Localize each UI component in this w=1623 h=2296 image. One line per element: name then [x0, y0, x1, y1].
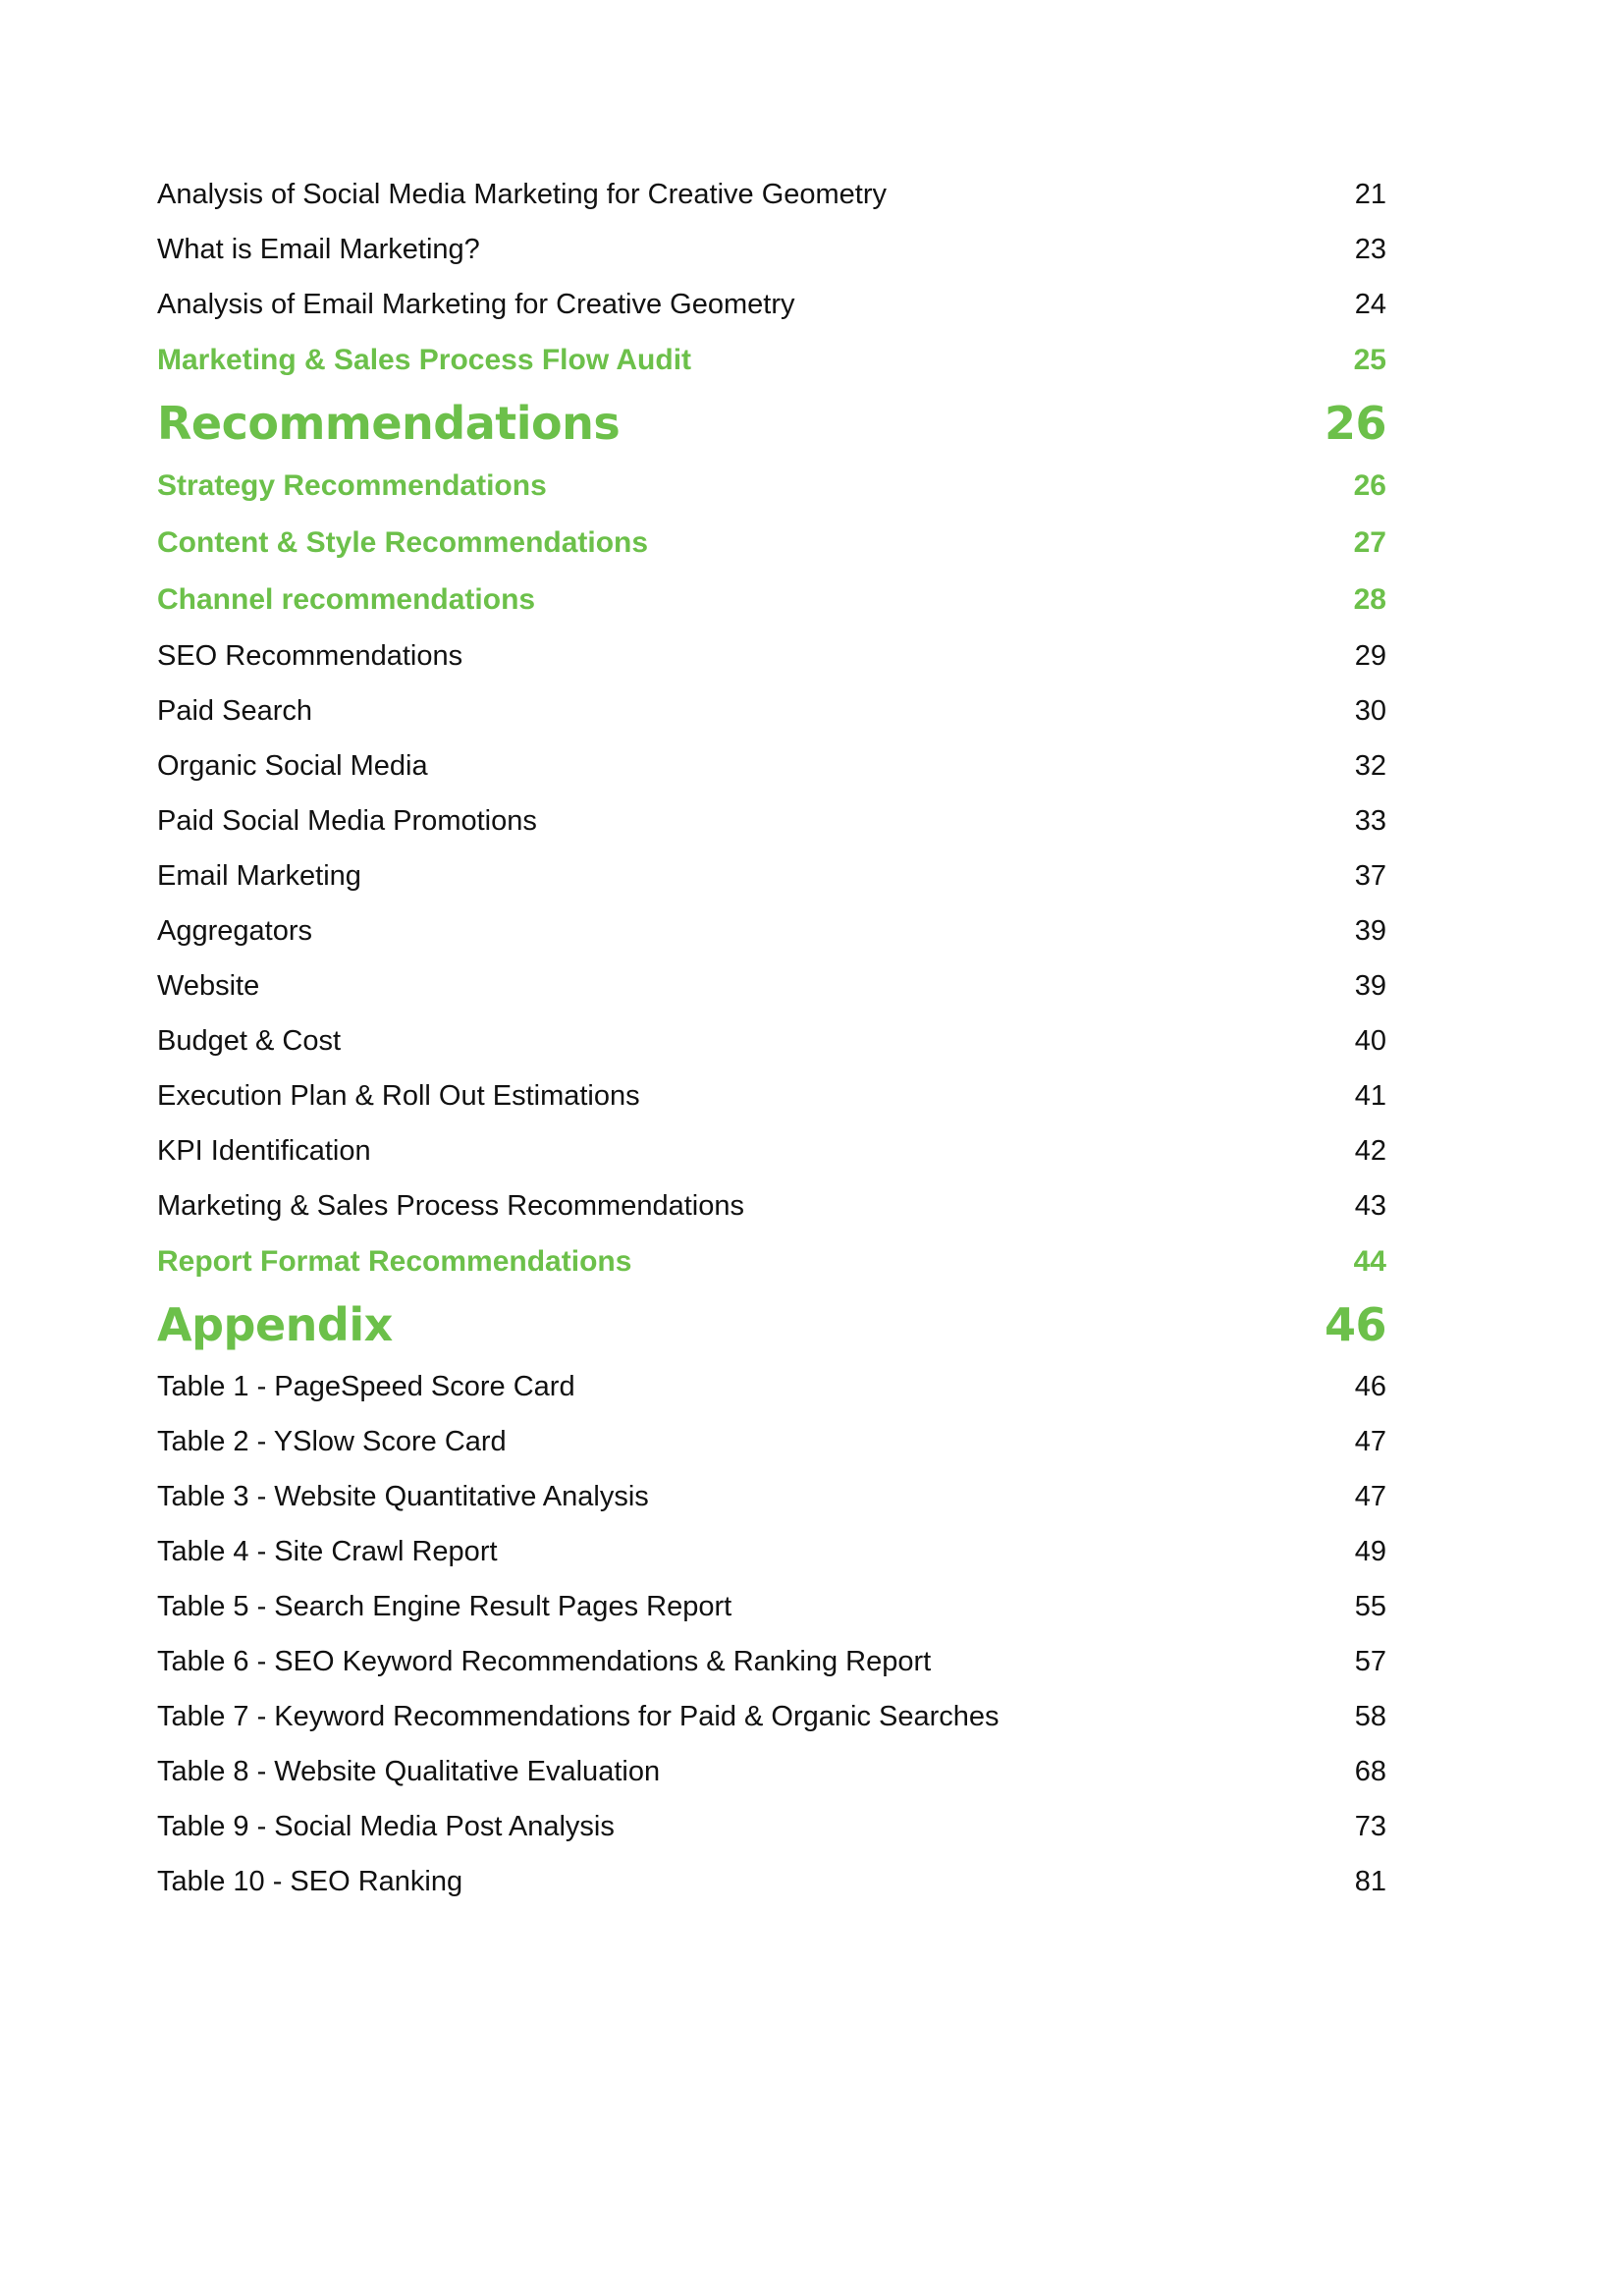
toc-entry-analysis-email-marketing[interactable] [157, 277, 1386, 332]
toc-entry-page-number: 33 [1354, 805, 1386, 837]
toc-entry-analysis-social-media-marketing[interactable] [157, 167, 1386, 222]
toc-entry-table-4[interactable] [157, 1524, 1386, 1579]
toc-entry-execution-plan[interactable] [157, 1068, 1386, 1123]
toc-entry-budget-cost[interactable] [157, 1013, 1386, 1068]
toc-entry-page-number: 42 [1354, 1135, 1386, 1167]
toc-entry-page-number: 37 [1354, 860, 1386, 892]
toc-entry-email-marketing[interactable] [157, 848, 1386, 903]
toc-entry-paid-search[interactable] [157, 683, 1386, 738]
toc-entry-page-number: 29 [1354, 640, 1386, 672]
toc-entry-table-2[interactable] [157, 1414, 1386, 1469]
toc-entry-organic-social-media[interactable] [157, 738, 1386, 793]
toc-entry-title: Strategy Recommendations [157, 469, 547, 502]
toc-entry-title: KPI Identification [157, 1135, 371, 1167]
toc-section-appendix[interactable] [157, 1290, 1386, 1359]
toc-entry-table-1[interactable] [157, 1359, 1386, 1414]
toc-entry-table-8[interactable] [157, 1744, 1386, 1799]
toc-entry-title: Analysis of Email Marketing for Creative Geometry [157, 289, 795, 320]
toc-entry-title: Marketing & Sales Process Flow Audit [157, 344, 692, 376]
toc-entry-table-7[interactable] [157, 1689, 1386, 1744]
toc-entry-table-9[interactable] [157, 1799, 1386, 1854]
toc-entry-table-5[interactable] [157, 1579, 1386, 1634]
toc-entry-page-number: 30 [1354, 695, 1386, 727]
toc-entry-page-number: 39 [1354, 970, 1386, 1002]
toc-entry-title: Organic Social Media [157, 750, 428, 782]
toc-entry-title: SEO Recommendations [157, 640, 463, 672]
toc-entry-title: Table 5 - Search Engine Result Pages Report [157, 1591, 732, 1622]
toc-entry-page-number: 39 [1354, 915, 1386, 947]
toc-entry-marketing-sales-process-recommendations[interactable] [157, 1178, 1386, 1233]
toc-section-title: Recommendations [157, 397, 621, 450]
toc-entry-title: Website [157, 970, 260, 1002]
toc-entry-title: Content & Style Recommendations [157, 526, 649, 559]
toc-entry-content-style-recommendations[interactable] [157, 515, 1386, 572]
toc-entry-paid-social-media-promotions[interactable] [157, 793, 1386, 848]
toc-entry-page-number: 43 [1354, 1190, 1386, 1222]
toc-entry-website[interactable] [157, 958, 1386, 1013]
toc-entry-page-number: 21 [1354, 179, 1386, 210]
toc-entry-channel-recommendations[interactable] [157, 572, 1386, 629]
toc-entry-title: Table 7 - Keyword Recommendations for Paid & Organic Searches [157, 1701, 1000, 1732]
toc-entry-page-number: 41 [1354, 1080, 1386, 1112]
toc-section-page-number: 46 [1324, 1298, 1386, 1351]
toc-entry-report-format-recommendations[interactable] [157, 1233, 1386, 1290]
toc-entry-page-number: 58 [1354, 1701, 1386, 1732]
toc-entry-title: What is Email Marketing? [157, 234, 480, 265]
toc-entry-title: Table 4 - Site Crawl Report [157, 1536, 498, 1567]
toc-entry-page-number: 24 [1354, 289, 1386, 320]
toc-entry-title: Table 9 - Social Media Post Analysis [157, 1811, 615, 1842]
toc-entry-title: Table 8 - Website Qualitative Evaluation [157, 1756, 661, 1787]
toc-entry-page-number: 23 [1354, 234, 1386, 265]
toc-entry-page-number: 49 [1354, 1536, 1386, 1567]
toc-entry-title: Channel recommendations [157, 583, 536, 616]
toc-entry-title: Table 1 - PageSpeed Score Card [157, 1371, 575, 1402]
toc-entry-page-number: 55 [1354, 1591, 1386, 1622]
toc-entry-page-number: 81 [1354, 1866, 1386, 1897]
toc-entry-title: Budget & Cost [157, 1025, 341, 1057]
toc-entry-page-number: 28 [1353, 583, 1386, 616]
toc-section-recommendations[interactable] [157, 389, 1386, 458]
toc-entry-title: Paid Search [157, 695, 312, 727]
toc-entry-table-6[interactable] [157, 1634, 1386, 1689]
toc-entry-page-number: 44 [1353, 1245, 1386, 1278]
toc-entry-strategy-recommendations[interactable] [157, 458, 1386, 515]
toc-entry-title: Analysis of Social Media Marketing for Creative Geometry [157, 179, 888, 210]
toc-entry-page-number: 47 [1354, 1426, 1386, 1457]
toc-entry-title: Execution Plan & Roll Out Estimations [157, 1080, 640, 1112]
toc-entry-title: Email Marketing [157, 860, 361, 892]
toc-entry-page-number: 25 [1353, 344, 1386, 376]
toc-entry-table-10[interactable] [157, 1854, 1386, 1909]
toc-section-title: Appendix [157, 1298, 393, 1351]
toc-entry-title: Report Format Recommendations [157, 1245, 632, 1278]
toc-entry-page-number: 27 [1353, 526, 1386, 559]
toc-entry-title: Table 3 - Website Quantitative Analysis [157, 1481, 649, 1512]
toc-entry-kpi-identification[interactable] [157, 1123, 1386, 1178]
toc-entry-aggregators[interactable] [157, 903, 1386, 958]
toc-entry-table-3[interactable] [157, 1469, 1386, 1524]
toc-entry-page-number: 73 [1354, 1811, 1386, 1842]
toc-entry-title: Marketing & Sales Process Recommendations [157, 1190, 744, 1222]
toc-entry-page-number: 26 [1353, 469, 1386, 502]
toc-entry-page-number: 57 [1354, 1646, 1386, 1677]
toc-entry-title: Table 2 - YSlow Score Card [157, 1426, 507, 1457]
toc-entry-page-number: 40 [1354, 1025, 1386, 1057]
toc-entry-seo-recommendations[interactable] [157, 629, 1386, 683]
toc-entry-title: Aggregators [157, 915, 312, 947]
table-of-contents [157, 167, 1386, 1909]
toc-entry-marketing-sales-process-flow-audit[interactable] [157, 332, 1386, 389]
toc-entry-page-number: 68 [1354, 1756, 1386, 1787]
toc-entry-page-number: 32 [1354, 750, 1386, 782]
toc-section-page-number: 26 [1324, 397, 1386, 450]
toc-entry-page-number: 47 [1354, 1481, 1386, 1512]
toc-entry-what-is-email-marketing[interactable] [157, 222, 1386, 277]
toc-entry-title: Table 10 - SEO Ranking [157, 1866, 463, 1897]
toc-entry-title: Paid Social Media Promotions [157, 805, 537, 837]
toc-entry-page-number: 46 [1354, 1371, 1386, 1402]
toc-entry-title: Table 6 - SEO Keyword Recommendations & Ranking Report [157, 1646, 932, 1677]
